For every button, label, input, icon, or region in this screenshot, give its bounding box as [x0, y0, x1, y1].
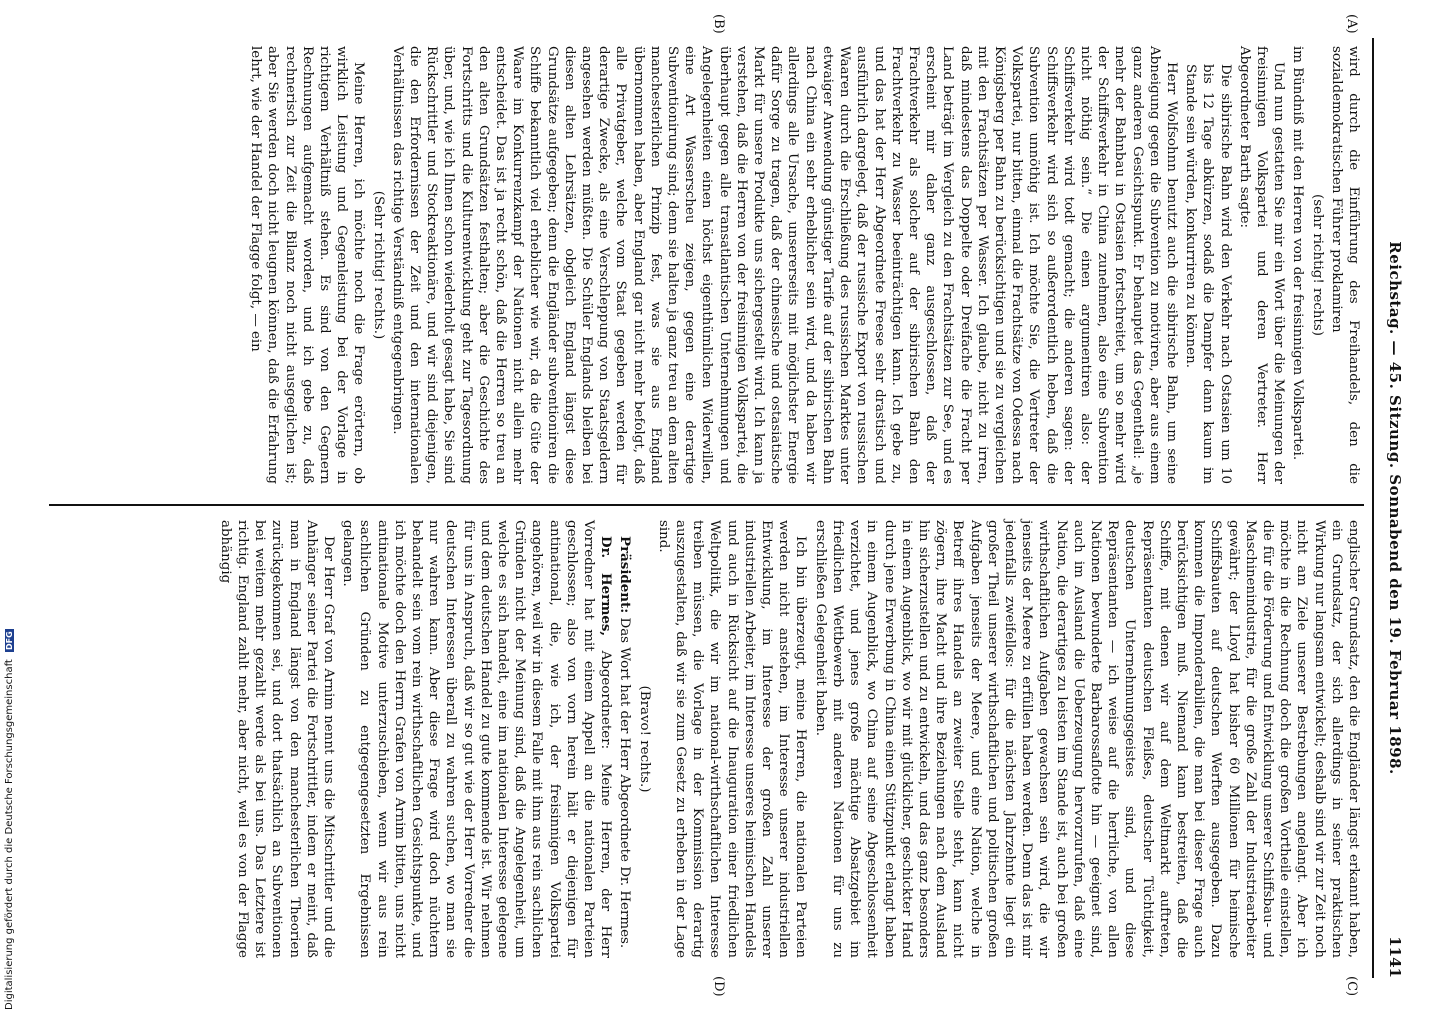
left-column [245, 46, 1362, 484]
speech-text: Abgeordneter: Meine Herren, der Herr Vorredner hat mit einem Appell an die nationalen Parteien geschlossen; also von vorn herein hält er diejenigen für antinational, die, wie ich, der freisinnigen Volkspartei angehören, weil wir in diesem Falle mit ihm aus rein sachlichen Gründen nicht der Meinung sind, daß die Angelegenheit, um welche es sich handelt, eine im nationalen Interesse gelegene und dem deutschen Handel zu gute kommende ist. Wir nehmen für uns in Anspruch, daß wir so gut wie der Herr Vorredner die deutschen Interessen überall zu wahren suchen, wo man sie nur wahren kann. Aber diese Frage wird doch nüchtern behandelt sein vom rein wirthschaftlichen Gesichtspunkte, und ich möchte doch den Herrn Grafen von Arnim bitten, uns nicht antinationale Motive unterzuschieben, wenn wir aus rein sachlichen Gründen zu entgegengesetzten Ergebnissen gelangen. [340, 520, 614, 958]
president-statement [616, 520, 633, 958]
speaker-name: Dr. Hermes, [598, 536, 615, 637]
right-column [215, 520, 1362, 958]
audience-reaction: (Sehr richtig! rechts.) [370, 190, 386, 340]
quotation: Die sibirische Bahn wird den Verkehr nach Ostasien um 10 bis 12 Tage abkürzen, sodaß die Dampfer dann kaum im Stande sein würden, konkurriren zu können. [1183, 64, 1233, 484]
paragraph: Und nun gestatten Sie mir ein Wort über die Meinungen der freisinnigen Volkspartei und deren Vertreter. Herr Abgeordneter Barth sagte: [1236, 46, 1287, 484]
audience-reaction: (sehr richtig! rechts) [1309, 194, 1325, 336]
paragraph: wird durch die Einführung des Freihandels, den die sozialdemokratischen Führer proklamiren [1328, 46, 1361, 484]
margin-letter-b: (B) [711, 14, 726, 34]
credit-text: Digitalisierung gefördert durch die Deutsche Forschungsgemeinschaft [4, 659, 15, 1010]
page-number: 1141 [1386, 936, 1404, 978]
paragraph: Meine Herren, ich möchte noch die Frage erörtern, ob wirklich Leistung und Gegenleistung bei der Vorlage in richtigem Verhältniß stehen. Es sind von den Gegnern Rechnungen aufgemacht worden, und ich gebe zu, daß rechnerisch zur Zeit die Bilanz noch nicht ausgeglichen ist; aber Sie werden doch nicht leugnen können, daß die Erfahrung lehrt, wie der Handel der Flagge folgt, — ein [248, 46, 367, 484]
speech-start [339, 520, 614, 958]
margin-letter-d: (D) [711, 976, 726, 997]
digitization-credit [4, 629, 15, 1010]
dfg-logo-icon: DFG [5, 631, 14, 650]
paragraph: Herr Wolfsohnn benutzt auch die sibirische Bahn, um seine Abneigung gegen die Subvention zu motiviren, aber aus einem ganz anderen Gesichtspunkt. Er behauptet das Gegentheil: „je mehr der Bahnbau in Ostasien fortschreitet, um so mehr wird der Schiffsverkehr in China zunehmen, also eine Subvention nicht nöthig sein.“ Die einen argumentiren also: der Schiffsverkehr wird todt gemacht; die anderen sagen: der Schiffsverkehr wird sich so außerordentlich heben, daß die Subvention unnöthig ist. Ich möchte Sie, die Vertreter der Volkspartei, nur bitten, einmal die Frachtsätze von Odessa nach Königsberg per Bahn zu berücksichtigen und sie zu vergleichen mit den Frachtsätzen per Wasser. Ich glaube, nicht zu irren, daß mindestens das Doppelte oder Dreifache die Fracht per Land beträgt im Vergleich zu den Frachtsätzen zur See, und es erscheint mir daher ganz ausgeschlossen, daß der Frachtverkehr als solcher auf der sibirischen Bahn den Frachtverkehr zu Wasser beeinträchtigen kann. Ich gebe zu, und das hat der Herr Abgeordnete Freese sehr drastisch und ausführlich dargelegt, daß der russische Export von russischen Waaren durch die Erschließung des russischen Marktes unter etwaiger Anwendung günstiger Tarife auf der sibirischen Bahn nach China ein sehr erheblicher sein wird, und da haben wir allerdings alle Ursache, unsererseits mit möglichster Energie dafür Sorge zu tragen, daß der chinesische und ostasiatische Markt für unsere Produkte uns sichergestellt wird. Ich kann ja verstehen, daß die Herren von der freisinnigen Volkspartei, die überhaupt gegen alle transatlantischen Unternehmungen und Angelegenheiten einen höchst eigenthümlichen Widerwillen, eine Art Wasserscheu zeigen, gegen eine derartige Subventionirung sind; denn sie halten ja ganz treu an dem alten manchesterlichen Prinzip fest, was sie aus England übernommen haben, aber England gar nicht mehr befolgt, daß alle Privatgeber, welche vom Staat gegeben werden für derartige Zwecke, als eine Verschleppung von Staatsgeldern angesehen werden müßten. Die Schüler Englands bleiben bei diesen alten Lehrsätzen, obgleich England längst diese Grundsätze aufgegeben; denn die Engländer subventioniren die Schiffe bekanntlich viel erheblicher wie wir, da die Güte der Waare im Konkurrenzkampf der Nationen nicht allein mehr entscheidet. Das ist ja recht schön, daß die Herren so treu an den alten Grundsätzen festhalten; aber die Geschichte des Fortschritts und die Kulturentwicklung geht zur Tagesordnung über, und, wie ich Ihnen schon wiederholt gesagt habe, Sie sind Rückschrittler und Stockreaktionäre, und wir sind diejenigen, die den Erfordernissen der Zeit und den internationalen Verhältnissen das richtige Verständniß entgegenbringen. [389, 46, 1179, 484]
margin-letter-c: (C) [1344, 976, 1359, 997]
paragraph: Ich bin überzeugt, meine Herren, die nationalen Parteien werden nicht anstehen, im Interesse unserer industriellen Entwicklung, im Interesse der großen Zahl unserer industriellen Arbeiter, im Interesse unseres heimischen Handels und auch in Rücksicht auf die Inauguration einer friedlichen Weltpolitik, die wir im national-wirthschaftlichen Interesse treiben müssen, die Vorlage in der Kommission derartig auszugestalten, daß wir sie zum Gesetz zu erheben in der Lage sind. [655, 520, 809, 958]
page-header [1378, 38, 1404, 978]
president-text: Das Wort hat der Herr Abgeordnete Dr. Hermes. [617, 617, 633, 949]
paragraph: englischer Grundsatz, den die Engländer längst erkannt haben, ein Grundsatz, der sich allerdings in seiner praktischen Wirkung nur langsam entwickelt; deshalb sind wir zur Zeit noch nicht am Ziele unserer Bestrebungen angelangt. Aber ich möchte in die Rechnung doch die großen Vortheile einstellen, die für die Förderung und Entwicklung unserer Schiffsbau- und Maschinenindustrie, für die große Zahl der Industriearbeiter gewährt; der Lloyd hat bisher 60 Millionen für heimische Schiffsbauten auf deutschen Werften ausgegeben. Dazu kommen die Imponderabilien, die man bei dieser Frage auch berücksichtigen muß. Niemand kann bestreiten, daß die Schiffe, mit denen wir auf dem Weltmarkt auftreten, Repräsentanten deutschen Fleißes, deutscher Tüchtigkeit, deutschen Unternehmungsgeistes sind, und diese Repräsentanten — ich weise auf die herrliche, von allen Nationen bewunderte Barbarossaflotte hin — geeignet sind, auch im Ausland die Ueberzeugung hervorzurufen, daß eine Nation, die derartiges zu leisten im Stande ist, auch bei großen wirthschaftlichen Aufgaben gewachsen sein wird, die wir jenseits der Meere zu erfüllen haben werden. Denn das ist mir jedenfalls zweifellos: für die nächsten Jahrzehnte liegt ein großer Theil unserer wirthschaftlichen und politischen großen Aufgaben jenseits der Meere, und eine Nation, welche in Betreff ihres Handels an zweiter Stelle steht, kann nicht zögern, ihre Macht und ihre Beziehungen nach dem Ausland hin sicherzustellen und zu entwickeln, und das ganz besonders in einem Augenblick, wo wir mit glücklicher, geschickter Hand durch jene Erwerbung in China einen Stützpunkt erlangt haben in einem Augenblick, wo China auf seine Abgeschlossenheit verzichtet, und jenes große mächtige Absatzgebiet im friedlichen Wettbewerb mit anderen Nationen für uns zu erschließen Gelegenheit haben. [812, 520, 1361, 958]
column-divider [49, 504, 1364, 506]
president-label: Präsident: [617, 536, 634, 614]
audience-reaction: (Bravo! rechts.) [636, 685, 652, 793]
paragraph: Der Herr Graf von Arnim nennt uns die Mitschrittler und die Anhänger seiner Partei die Fortschrittler, indem er meint, daß man in England längst von den manchesterlichen Theorien zurückgekommen sei, und dort thatsächlich an Subventionen bei weitem mehr gezahlt werde als bei uns. Das Letztere ist richtig. England zahlt mehr, aber nicht, weil es von der Flagge abhängig [217, 520, 337, 958]
margin-letter-a: (A) [1344, 14, 1359, 34]
paragraph: im Bündniß mit den Herren von der freisinnigen Volkspartei. [1290, 46, 1306, 461]
page-heading: Reichstag. — 45. Sitzung. Sonnabend den 19. Februar 1898. [1386, 241, 1404, 775]
header-rule [1372, 38, 1374, 978]
